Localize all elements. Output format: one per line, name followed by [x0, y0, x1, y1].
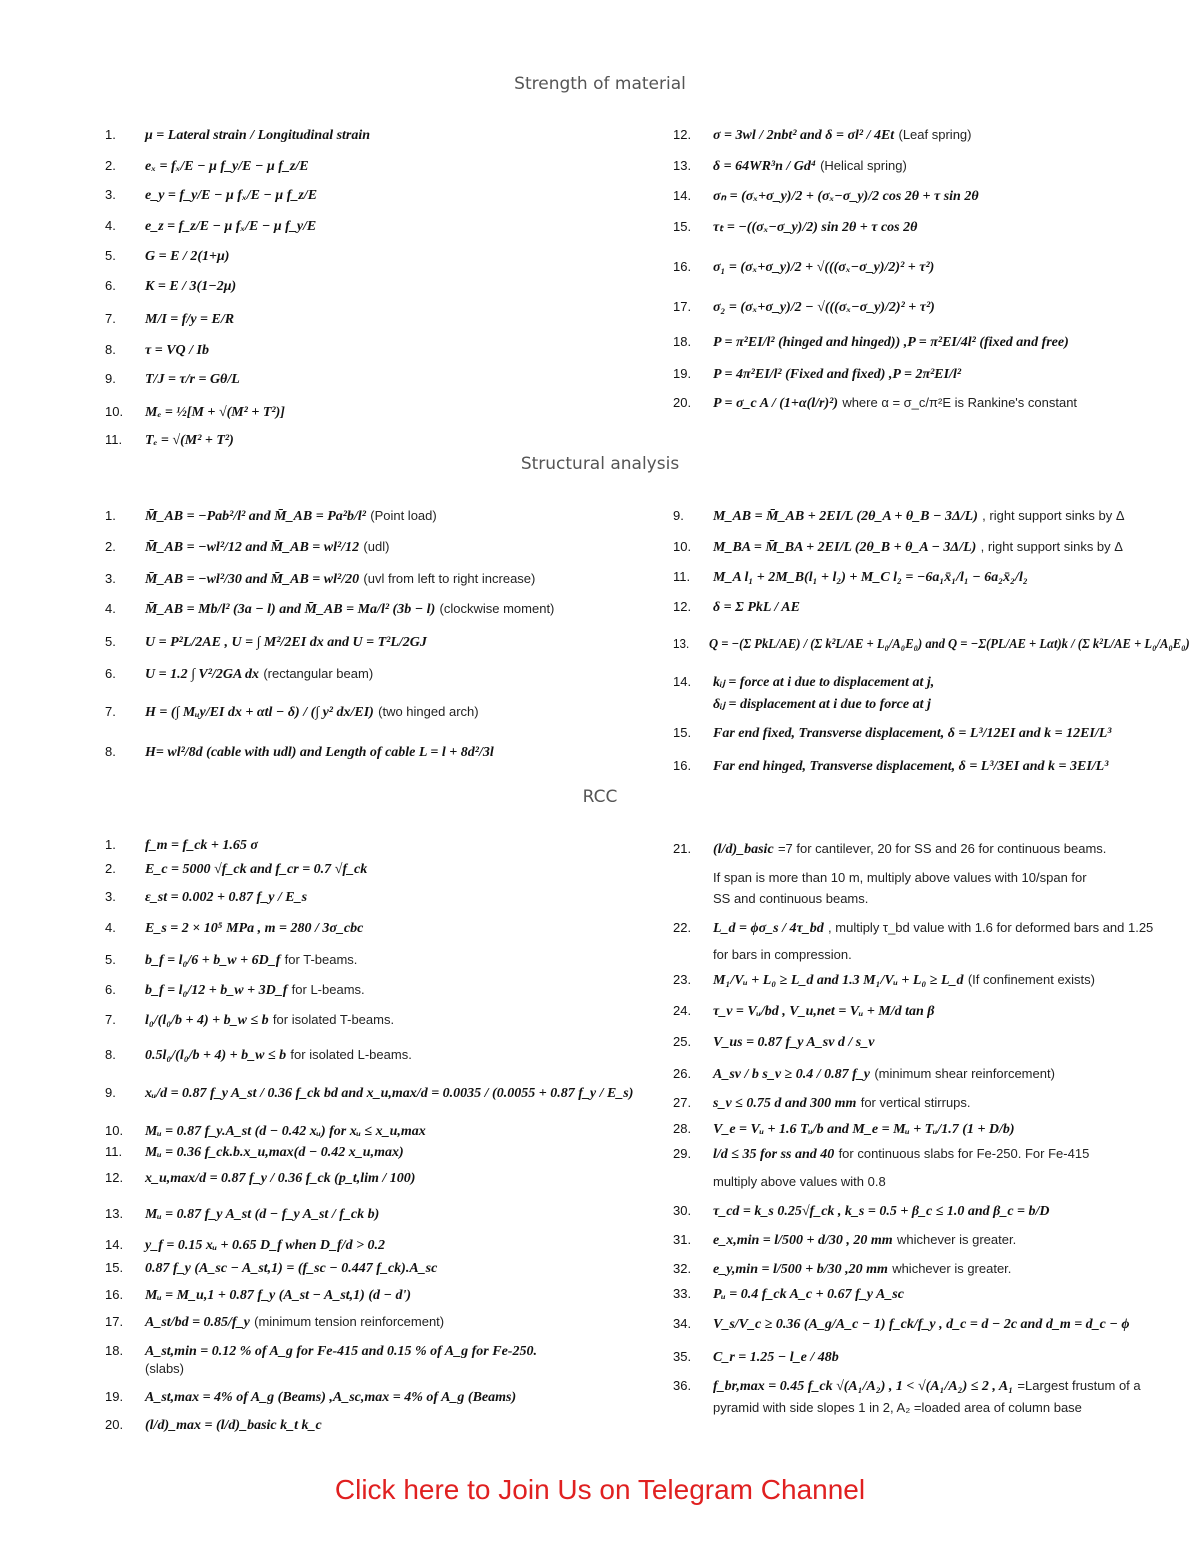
formula-expression: H= wl²/8d (cable with udl) and Length of cable L = l + 8d²/3l	[145, 745, 494, 760]
formula-row	[673, 157, 907, 176]
formula-number: 8.	[105, 744, 116, 759]
formula-expression: y_f = 0.15 xᵤ + 0.65 D_f when D_f/d > 0.2	[145, 1238, 386, 1253]
formula-expression: Mᵤ = 0.87 f_y.A_st (d − 0.42 xᵤ) for xᵤ ≤ x_u,max	[145, 1124, 426, 1139]
formula-number: 4.	[105, 218, 116, 233]
formula-row	[673, 538, 1123, 557]
formula-number: 4.	[105, 920, 116, 935]
formula-number: 8.	[105, 1047, 116, 1062]
formula-note: =7 for cantilever, 20 for SS and 26 for continuous beams.	[777, 841, 1107, 856]
formula-row	[673, 598, 800, 617]
formula-number: 1.	[105, 127, 116, 142]
formula-number: 9.	[105, 371, 116, 386]
formula-expression: s_v ≤ 0.75 d and 300 mm	[713, 1096, 857, 1111]
formula-expression: Mₑ = ½[M + √(M² + T²)]	[145, 405, 285, 420]
formula-expression: 0.5l₀/(l₀/b + 4) + b_w ≤ b	[145, 1048, 287, 1063]
formula-expression: C_r = 1.25 − l_e / 48b	[713, 1350, 839, 1365]
formula-number: 16.	[105, 1287, 124, 1302]
formula-row	[673, 673, 934, 692]
formula-number: 10.	[673, 539, 692, 554]
formula-number: 5.	[105, 952, 116, 967]
formula-row	[673, 1348, 839, 1367]
formula-note: (rectangular beam)	[263, 666, 374, 681]
formula-expression: τ_cd = k_s 0.25√f_ck , k_s = 0.5 + β_c ≤ 1.0 and β_c = b/D	[713, 1204, 1050, 1219]
formula-number: 11.	[105, 1144, 123, 1159]
formula-expression: P = 4π²EI/l² (Fixed and fixed) ,P = 2π²EI/l²	[713, 367, 962, 382]
formula-expression: A_sv / b s_v ≥ 0.4 / 0.87 f_y	[713, 1067, 871, 1082]
formula-number: 31.	[673, 1232, 692, 1247]
formula-expression: G = E / 2(1+μ)	[145, 249, 230, 264]
formula-number: 6.	[105, 982, 116, 997]
formula-expression: M/I = f/y = E/R	[145, 312, 235, 327]
formula-row	[673, 1377, 1141, 1396]
formula-row	[105, 1122, 426, 1141]
formula-number: 3.	[105, 889, 116, 904]
formula-row	[673, 333, 1069, 352]
formula-row	[105, 126, 370, 145]
formula-expression: Mᵤ = 0.87 f_y A_st (d − f_y A_st / f_ck b)	[145, 1207, 380, 1222]
formula-number: 28.	[673, 1121, 692, 1136]
telegram-channel-link[interactable]: Click here to Join Us on Telegram Channel	[334, 1474, 866, 1505]
formula-number: 5.	[105, 634, 116, 649]
formula-expression: τ = VQ / Ib	[145, 343, 209, 358]
formula-number: 16.	[673, 758, 692, 773]
formula-note: (slabs)	[145, 1361, 185, 1376]
formula-number: 23.	[673, 972, 692, 987]
formula-note: pyramid with side slopes 1 in 2, A₂ =loaded area of column base	[713, 1400, 1082, 1415]
formula-expression: e_z = f_z/E − μ fₓ/E − μ f_y/E	[145, 219, 317, 234]
formula-number: 19.	[673, 366, 692, 381]
formula-note: (uvl from left to right increase)	[363, 571, 536, 586]
formula-row	[105, 1169, 415, 1188]
formula-expression: L_d = ϕσ_s / 4τ_bd	[713, 921, 824, 936]
formula-number: 9.	[673, 508, 684, 523]
formula-number: 25.	[673, 1034, 692, 1049]
formula-row	[105, 538, 389, 557]
formula-number: 18.	[105, 1343, 124, 1358]
formula-number: 22.	[673, 920, 692, 935]
formula-note: for isolated T-beams.	[272, 1012, 395, 1027]
formula-row	[105, 1236, 385, 1255]
formula-number: 24.	[673, 1003, 692, 1018]
formula-number: 3.	[105, 571, 116, 586]
formula-note: (udl)	[363, 539, 390, 554]
formula-row	[673, 298, 935, 317]
formula-note: , right support sinks by Δ	[982, 508, 1125, 523]
formula-expression: K = E / 3(1−2μ)	[145, 279, 237, 294]
formula-number: 2.	[105, 861, 116, 876]
formula-number: 13.	[105, 1206, 124, 1221]
formula-row	[105, 277, 236, 296]
formula-expression: e_y = f_y/E − μ fₓ/E − μ f_z/E	[145, 188, 318, 203]
formula-note: for vertical stirrups.	[860, 1095, 971, 1110]
formula-number: 16.	[673, 259, 692, 274]
formula-row	[673, 1173, 886, 1191]
formula-expression: (l/d)_basic	[713, 842, 774, 857]
formula-expression: ε_st = 0.002 + 0.87 f_y / E_s	[145, 890, 308, 905]
formula-number: 34.	[673, 1316, 692, 1331]
formula-note: whichever is greater.	[896, 1232, 1017, 1247]
formula-expression: 0.87 f_y (A_sc − A_st,1) = (f_sc − 0.447 f_ck).A_sc	[145, 1261, 438, 1276]
formula-note: SS and continuous beams.	[713, 891, 869, 906]
formula-row	[105, 860, 367, 879]
formula-number: 7.	[105, 311, 116, 326]
formula-row	[105, 1416, 322, 1435]
formula-number: 12.	[105, 1170, 124, 1185]
formula-number: 15.	[673, 725, 692, 740]
formula-expression: T/J = τ/r = Gθ/L	[145, 372, 240, 387]
formula-number: 19.	[105, 1389, 124, 1404]
formula-note: (If confinement exists)	[967, 972, 1095, 987]
formula-row	[673, 757, 1108, 776]
formula-row	[673, 1260, 1011, 1279]
formula-row	[673, 1399, 1082, 1417]
formula-row	[105, 600, 554, 619]
formula-expression: M_BA = M̄_BA + 2EI/L (2θ_B + θ_A − 3Δ/L)	[713, 540, 977, 555]
formula-expression: σ₂ = (σₓ+σ_y)/2 − √(((σₓ−σ_y)/2)² + τ²)	[713, 300, 935, 315]
formula-expression: M̄_AB = −Pab²/l² and M̄_AB = Pa²b/l²	[145, 509, 366, 524]
formula-note: , right support sinks by Δ	[980, 539, 1123, 554]
formula-number: 13.	[673, 158, 692, 173]
formula-number: 7.	[105, 1012, 116, 1027]
section-title-strength-of-material: Strength of material	[514, 74, 686, 94]
formula-note: (clockwise moment)	[439, 601, 555, 616]
formula-note: for T-beams.	[284, 952, 358, 967]
formula-expression: U = P²L/2AE , U = ∫ M²/2EI dx and U = T²L/2GJ	[145, 635, 427, 650]
formula-row	[105, 1360, 184, 1378]
formula-expression: Far end hinged, Transverse displacement, δ = L³/3EI and k = 3EI/L³	[713, 759, 1109, 774]
formula-row	[673, 840, 1106, 859]
formula-expression: f_m = f_ck + 1.65 σ	[145, 838, 258, 853]
formula-row	[673, 724, 1112, 743]
formula-expression: E_c = 5000 √f_ck and f_cr = 0.7 √f_ck	[145, 862, 368, 877]
formula-row	[673, 1120, 1015, 1139]
formula-expression: Mᵤ = M_u,1 + 0.87 f_y (A_st − A_st,1) (d − d')	[145, 1288, 412, 1303]
formula-expression: U = 1.2 ∫ V²/2GA dx	[145, 667, 260, 682]
formula-note: (two hinged arch)	[378, 704, 479, 719]
formula-row	[673, 1231, 1016, 1250]
formula-row	[105, 217, 316, 236]
formula-expression: σₙ = (σₓ+σ_y)/2 + (σₓ−σ_y)/2 cos 2θ + τ sin 2θ	[713, 189, 979, 204]
formula-row	[105, 341, 209, 360]
formula-expression: Tₑ = √(M² + T²)	[145, 433, 234, 448]
formula-number: 10.	[105, 1123, 124, 1138]
formula-row	[105, 951, 357, 970]
formula-expression: M̄_AB = Mb/l² (3a − l) and M̄_AB = Ma/l² (3b − l)	[145, 602, 436, 617]
formula-expression: b_f = l₀/12 + b_w + 3D_f	[145, 983, 288, 998]
formula-expression: l/d ≤ 35 for ss and 40	[713, 1147, 835, 1162]
formula-number: 6.	[105, 666, 116, 681]
formula-number: 20.	[673, 395, 692, 410]
formula-expression: δ = Σ PkL / AE	[713, 600, 800, 615]
formula-row	[105, 570, 535, 589]
formula-row	[673, 187, 979, 206]
formula-number: 12.	[673, 127, 692, 142]
formula-number: 11.	[673, 569, 691, 584]
formula-number: 15.	[105, 1260, 124, 1275]
formula-number: 33.	[673, 1286, 692, 1301]
formula-number: 36.	[673, 1378, 692, 1393]
formula-number: 4.	[105, 601, 116, 616]
formula-note: for continuous slabs for Fe-250. For Fe-415	[838, 1146, 1090, 1161]
formula-row	[105, 1046, 412, 1065]
section-title-structural-analysis: Structural analysis	[520, 454, 680, 474]
formula-note: multiply above values with 0.8	[713, 1174, 886, 1189]
formula-number: 35.	[673, 1349, 692, 1364]
formula-row	[105, 1205, 379, 1224]
formula-expression: μ = Lateral strain / Longitudinal strain	[145, 128, 371, 143]
formula-expression: Q = −(Σ PkL/AE) / (Σ k²L/AE + L₀/A₀E₀) and Q = −Σ(PL/AE + Lαt)k / (Σ k²L/AE + L₀/A₀E₀)	[708, 637, 1190, 652]
formula-row	[105, 370, 240, 389]
formula-number: 14.	[673, 674, 692, 689]
formula-row	[673, 695, 931, 714]
formula-expression: M̄_AB = −wl²/30 and M̄_AB = wl²/20	[145, 572, 360, 587]
formula-number: 26.	[673, 1066, 692, 1081]
formula-row	[673, 394, 1077, 413]
formula-number: 10.	[105, 404, 124, 419]
formula-expression: V_s/V_c ≥ 0.36 (A_g/A_c − 1) f_ck/f_y , d_c = d − 2c and d_m = d_c − ϕ	[713, 1317, 1130, 1332]
formula-row	[673, 507, 1125, 526]
formula-row	[673, 365, 961, 384]
formula-number: 30.	[673, 1203, 692, 1218]
formula-row	[105, 1342, 537, 1361]
formula-row	[105, 186, 317, 205]
formula-row	[673, 1002, 934, 1021]
formula-row	[105, 633, 427, 652]
formula-row	[105, 888, 307, 907]
formula-number: 11.	[105, 432, 123, 447]
formula-row	[105, 665, 373, 684]
formula-row	[673, 971, 1095, 990]
formula-number: 7.	[105, 704, 116, 719]
formula-expression: A_st/bd = 0.85/f_y	[145, 1315, 250, 1330]
formula-expression: eₓ = fₓ/E − μ f_y/E − μ f_z/E	[145, 159, 309, 174]
formula-note: for L-beams.	[291, 982, 365, 997]
formula-expression: H = (∫ Mᵤy/EI dx + αtl − δ) / (∫ y² dx/EI)	[145, 705, 374, 720]
formula-row	[105, 157, 309, 176]
formula-expression: Mᵤ = 0.36 f_ck.b.x_u,max(d − 0.42 x_u,max)	[145, 1145, 404, 1160]
formula-number: 2.	[105, 539, 116, 554]
formula-expression: kᵢⱼ = force at i due to displacement at j,	[713, 675, 935, 690]
formula-row	[673, 1285, 904, 1304]
formula-number: 1.	[105, 508, 116, 523]
formula-expression: A_st,min = 0.12 % of A_g for Fe-415 and 0.15 % of A_g for Fe-250.	[145, 1344, 537, 1359]
formula-expression: P = π²EI/l² (hinged and hinged)) ,P = π²EI/4l² (fixed and free)	[713, 335, 1069, 350]
formula-number: 14.	[105, 1237, 124, 1252]
formula-number: 9.	[105, 1085, 116, 1100]
formula-number: 32.	[673, 1261, 692, 1276]
formula-number: 5.	[105, 248, 116, 263]
formula-row	[105, 507, 437, 526]
formula-expression: M_AB = M̄_AB + 2EI/L (2θ_A + θ_B − 3Δ/L)	[713, 509, 978, 524]
formula-number: 18.	[673, 334, 692, 349]
formula-expression: x_u,max/d = 0.87 f_y / 0.36 f_ck (p_t,lim / 100)	[145, 1171, 416, 1186]
formula-expression: P = σ_c A / (1+α(l/r)²)	[713, 396, 839, 411]
formula-expression: A_st,max = 4% of A_g (Beams) ,A_sc,max = 4% of A_g (Beams)	[145, 1390, 517, 1405]
formula-row	[105, 703, 479, 722]
formula-number: 2.	[105, 158, 116, 173]
formula-expression: M₁/Vᵤ + L₀ ≥ L_d and 1.3 M₁/Vᵤ + L₀ ≥ L_d	[713, 973, 964, 988]
formula-note: =Largest frustum of a	[1017, 1378, 1141, 1393]
formula-row	[105, 310, 234, 329]
formula-expression: σ₁ = (σₓ+σ_y)/2 + √(((σₓ−σ_y)/2)² + τ²)	[713, 260, 935, 275]
formula-row	[673, 126, 971, 145]
formula-expression: e_x,min = l/500 + d/30 , 20 mm	[713, 1233, 893, 1248]
formula-row	[105, 1259, 437, 1278]
formula-row	[105, 403, 285, 422]
formula-expression: b_f = l₀/6 + b_w + 6D_f	[145, 953, 281, 968]
formula-row	[105, 431, 234, 450]
formula-row	[673, 869, 1087, 887]
formula-number: 27.	[673, 1095, 692, 1110]
formula-expression: M̄_AB = −wl²/12 and M̄_AB = wl²/12	[145, 540, 360, 555]
formula-note: , multiply τ_bd value with 1.6 for deformed bars and 1.25	[828, 920, 1154, 935]
formula-row	[105, 1011, 394, 1030]
formula-number: 20.	[105, 1417, 124, 1432]
formula-row	[673, 1202, 1050, 1221]
formula-number: 3.	[105, 187, 116, 202]
formula-note: (minimum tension reinforcement)	[254, 1314, 445, 1329]
formula-expression: (l/d)_max = (l/d)_basic k_t k_c	[145, 1418, 322, 1433]
formula-row	[673, 635, 1190, 654]
formula-expression: V_e = Vᵤ + 1.6 Tᵤ/b and M_e = Mᵤ + Tᵤ/1.7 (1 + D/b)	[713, 1122, 1015, 1137]
formula-note: (Point load)	[370, 508, 437, 523]
formula-note: whichever is greater.	[892, 1261, 1012, 1276]
formula-row	[105, 1143, 404, 1162]
formula-expression: f_br,max = 0.45 f_ck √(A₁/A₂) , 1 < √(A₁/A₂) ≤ 2 , A₁	[713, 1379, 1014, 1394]
formula-expression: δᵢⱼ = displacement at i due to force at j	[713, 697, 931, 712]
formula-number: 8.	[105, 342, 116, 357]
formula-row	[105, 981, 365, 1000]
formula-row	[105, 1084, 633, 1103]
formula-number: 1.	[105, 837, 116, 852]
formula-row	[105, 743, 494, 762]
formula-expression: V_us = 0.87 f_y A_sv d / s_v	[713, 1035, 875, 1050]
formula-number: 14.	[673, 188, 692, 203]
formula-note: (minimum shear reinforcement)	[874, 1066, 1055, 1081]
formula-row	[673, 1145, 1089, 1164]
formula-row	[673, 1065, 1055, 1084]
formula-expression: l₀/(l₀/b + 4) + b_w ≤ b	[145, 1013, 269, 1028]
formula-number: 17.	[673, 299, 692, 314]
formula-expression: e_y,min = l/500 + b/30 ,20 mm	[713, 1262, 888, 1277]
formula-row	[673, 890, 868, 908]
formula-expression: E_s = 2 × 10⁵ MPa , m = 280 / 3σ_cbc	[145, 921, 364, 936]
formula-expression: Far end fixed, Transverse displacement, δ = L³/12EI and k = 12EI/L³	[713, 726, 1112, 741]
formula-note: for bars in compression.	[713, 947, 852, 962]
formula-note: If span is more than 10 m, multiply above values with 10/span for	[713, 870, 1087, 885]
formula-number: 6.	[105, 278, 116, 293]
formula-number: 21.	[673, 841, 692, 856]
formula-row	[673, 258, 934, 277]
formula-note: (Leaf spring)	[898, 127, 972, 142]
formula-row	[673, 946, 852, 964]
formula-number: 29.	[673, 1146, 692, 1161]
formula-expression: M_A l₁ + 2M_B(l₁ + l₂) + M_C l₂ = −6a₁x̄₁/l₁ − 6a₂x̄₂/l₂	[713, 570, 1028, 585]
formula-row	[105, 836, 258, 855]
formula-number: 12.	[673, 599, 692, 614]
formula-row	[105, 1388, 516, 1407]
section-title-rcc: RCC	[582, 787, 618, 807]
formula-row	[673, 1315, 1129, 1334]
formula-row	[105, 919, 363, 938]
formula-row	[105, 1313, 444, 1332]
formula-row	[673, 218, 917, 237]
formula-row	[673, 919, 1153, 938]
formula-expression: τ_v = Vᵤ/bd , V_u,net = Vᵤ + M/d tan β	[713, 1004, 935, 1019]
formula-row	[673, 568, 1028, 587]
formula-note: where α = σ_c/π²E is Rankine's constant	[842, 395, 1078, 410]
formula-expression: xᵤ/d = 0.87 f_y A_st / 0.36 f_ck bd and x_u,max/d = 0.0035 / (0.0055 + 0.87 f_y / E_s)	[145, 1086, 634, 1101]
formula-number: 17.	[105, 1314, 124, 1329]
formula-expression: σ = 3wl / 2nbt² and δ = σl² / 4Et	[713, 128, 895, 143]
formula-expression: Pᵤ = 0.4 f_ck A_c + 0.67 f_y A_sc	[713, 1287, 904, 1302]
formula-expression: δ = 64WR³n / Gd⁴	[713, 159, 816, 174]
formula-row	[673, 1094, 971, 1113]
formula-number: 15.	[673, 219, 692, 234]
formula-row	[105, 247, 229, 266]
formula-number: 13.	[673, 636, 690, 651]
formula-row	[673, 1033, 874, 1052]
formula-note: for isolated L-beams.	[290, 1047, 412, 1062]
formula-expression: τₜ = −((σₓ−σ_y)/2) sin 2θ + τ cos 2θ	[713, 220, 918, 235]
formula-row	[105, 1286, 411, 1305]
formula-note: (Helical spring)	[820, 158, 907, 173]
